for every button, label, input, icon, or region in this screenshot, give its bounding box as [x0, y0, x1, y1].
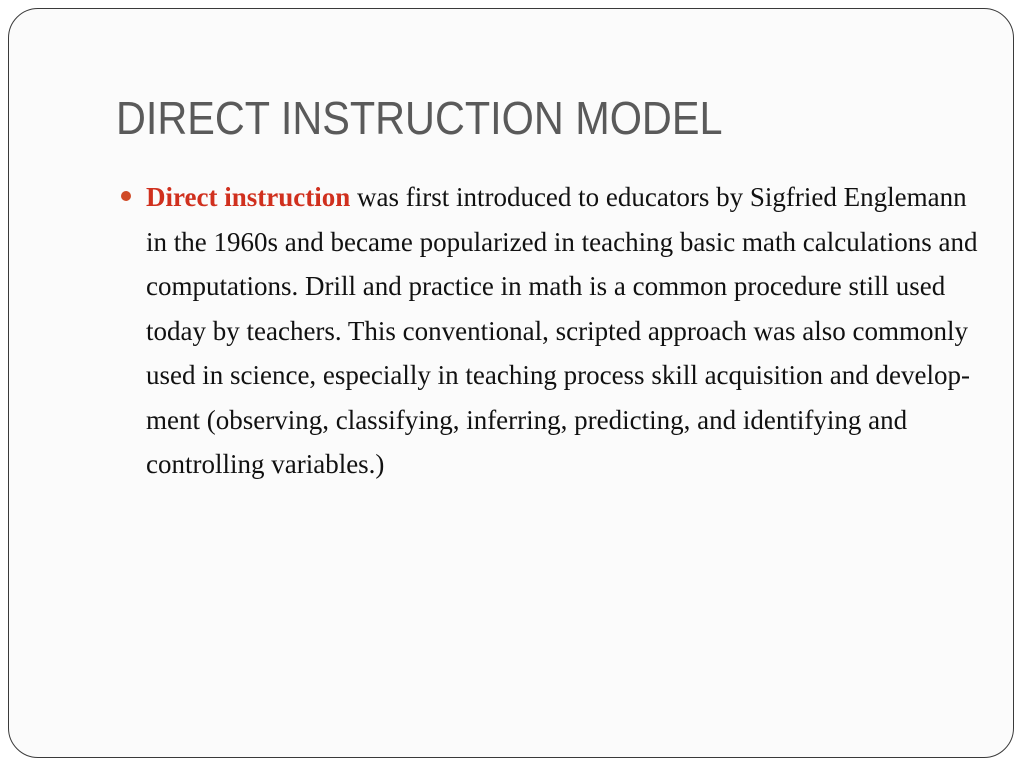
slide-frame	[8, 8, 1014, 758]
bullet-item	[121, 175, 981, 487]
bullet-text: was first introduced to educators by Sigfried Englemann in the 1960s and became popularized in teaching basic math calculations and computations. Drill and practice in math is a common procedure still used today by teachers. This conventional, scripted approach was also commonly used in science, especially in teaching process skill acquisition and develop- ment (observing, classifying, inferring, predicting, and identifying and controlling variables.)	[146, 182, 978, 479]
slide-title: DIRECT INSTRUCTION MODEL	[116, 92, 723, 144]
bullet-emphasis: Direct instruction	[146, 182, 351, 212]
bullet-icon	[121, 191, 131, 201]
slide-body	[121, 175, 981, 487]
